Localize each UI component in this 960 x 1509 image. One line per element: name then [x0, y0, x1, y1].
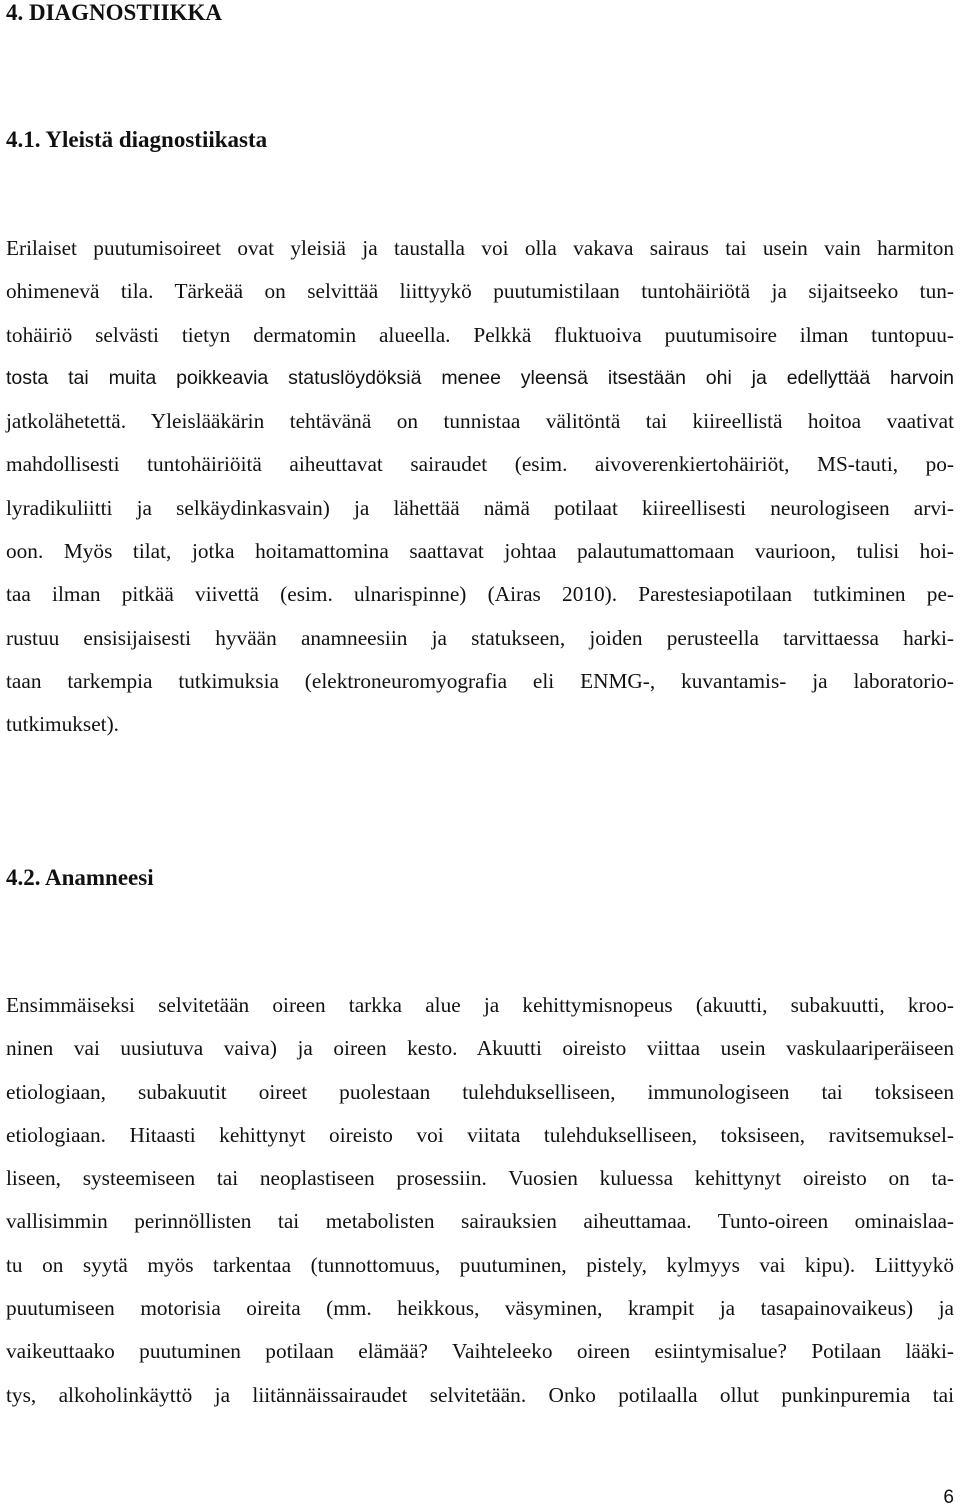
- paragraph-line: mahdollisesti tuntohäiriöitä aiheuttavat sairaudet (esim. aivoverenkiertohäiriöt, MS-tauti, po-: [6, 452, 954, 477]
- paragraph-line: ninen vai uusiutuva vaiva) ja oireen kesto. Akuutti oireisto viittaa usein vaskulaariperäiseen: [6, 1036, 954, 1061]
- paragraph-line: vaikeuttaako puutuminen potilaan elämää? Vaihteleeko oireen esiintymisalue? Potilaan lääki-: [6, 1339, 954, 1364]
- paragraph-line: etiologiaan, subakuutit oireet puolestaan tulehdukselliseen, immunologiseen tai toksiseen: [6, 1079, 954, 1104]
- paragraph-yleista-diagnostiikasta: [6, 227, 954, 747]
- paragraph-line: Ensimmäiseksi selvitetään oireen tarkka alue ja kehittymisnopeus (akuutti, subakuutti, kroo-: [6, 993, 954, 1017]
- paragraph-line: lyradikuliitti ja selkäydinkasvain) ja lähettää nämä potilaat kiireellisesti neurologiseen arvi-: [6, 495, 954, 520]
- paragraph-line: rustuu ensisijaisesti hyvään anamneesiin ja statukseen, joiden perusteella tarvittaessa harki-: [6, 625, 954, 650]
- paragraph-line: puutumiseen motorisia oireita (mm. heikkous, väsyminen, krampit ja tasapainovaikeus) ja: [6, 1296, 954, 1321]
- paragraph-anamneesi: [6, 984, 954, 1417]
- paragraph-line: etiologiaan. Hitaasti kehittynyt oireisto voi viitata tulehdukselliseen, toksiseen, ravitsemuksel-: [6, 1122, 954, 1147]
- paragraph-line: tosta tai muita poikkeavia statuslöydöksiä menee yleensä itsestään ohi ja edellyttää harvoin: [6, 366, 954, 389]
- page-number: 6: [943, 1487, 954, 1508]
- paragraph-line: taan tarkempia tutkimuksia (elektroneuromyografia eli ENMG-, kuvantamis- ja laboratorio-: [6, 668, 954, 693]
- paragraph-line: tutkimukset).: [6, 712, 119, 737]
- paragraph-line: liseen, systeemiseen tai neoplastiseen prosessiin. Vuosien kuluessa kehittynyt oireisto on ta-: [6, 1166, 954, 1191]
- paragraph-line: Erilaiset puutumisoireet ovat yleisiä ja taustalla voi olla vakava sairaus tai usein vain harmiton: [6, 236, 954, 260]
- section-heading-anamneesi: 4.2. Anamneesi: [6, 865, 154, 890]
- paragraph-line: oon. Myös tilat, jotka hoitamattomina saattavat johtaa palautumattomaan vaurioon, tulisi hoi-: [6, 539, 954, 564]
- paragraph-line: vallisimmin perinnöllisten tai metabolisten sairauksien aiheuttamaa. Tunto-oireen ominaislaa-: [6, 1209, 954, 1234]
- paragraph-line: tohäiriö selvästi tietyn dermatomin alueella. Pelkkä fluktuoiva puutumisoire ilman tuntopuu-: [6, 322, 954, 347]
- paragraph-line: tys, alkoholinkäyttö ja liitännäissairaudet selvitetään. Onko potilaalla ollut punkinpuremia tai: [6, 1382, 954, 1407]
- paragraph-line: jatkolähetettä. Yleislääkärin tehtävänä on tunnistaa välitöntä tai kiireellistä hoitoa vaativat: [6, 409, 954, 434]
- chapter-heading: 4. DIAGNOSTIIKKA: [6, 0, 222, 25]
- paragraph-line: tu on syytä myös tarkentaa (tunnottomuus, puutuminen, pistely, kylmyys vai kipu). Liittyykö: [6, 1252, 954, 1277]
- section-heading-yleista-diagnostiikasta: 4.1. Yleistä diagnostiikasta: [6, 127, 268, 152]
- paragraph-line: ohimenevä tila. Tärkeää on selvittää liittyykö puutumistilaan tuntohäiriötä ja sijaitseeko tun-: [6, 279, 954, 304]
- paragraph-line: taa ilman pitkää viivettä (esim. ulnarispinne) (Airas 2010). Parestesiapotilaan tutkiminen pe-: [6, 582, 954, 607]
